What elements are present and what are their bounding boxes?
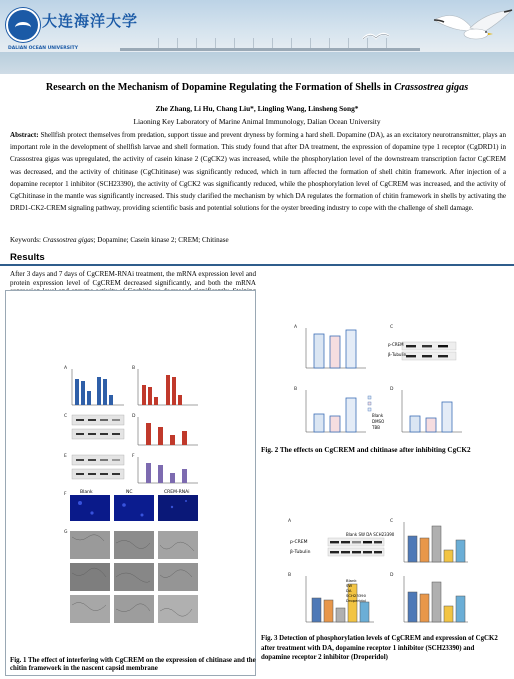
fig2-legend: Blank DMSO TBB (372, 413, 385, 430)
svg-text:E: E (64, 454, 67, 459)
svg-text:B: B (288, 573, 292, 578)
fig1-label-nc: NC (126, 490, 133, 495)
fig1-label-crem-rnai: CREM-RNAi (164, 490, 190, 495)
affiliation: Liaoning Key Laboratory of Marine Animal Immunology, Dalian Ocean University (133, 117, 381, 126)
header-banner (0, 0, 514, 74)
seagull-icon (430, 6, 514, 54)
svg-text:B: B (294, 387, 298, 392)
svg-text:A: A (294, 325, 298, 330)
svg-text:C: C (390, 519, 394, 524)
section-divider (0, 264, 514, 266)
keywords: Keywords: Crassostrea gigas; Dopamine; Casein kinase 2; CREM; Chitinase (10, 236, 229, 244)
svg-text:B: B (132, 366, 136, 371)
logo-chinese-name: 大连海洋大学 (42, 12, 139, 30)
university-logo (6, 4, 139, 60)
abstract-label: Abstract: (10, 131, 39, 139)
svg-text:A: A (288, 519, 292, 524)
figure-2-panel (258, 268, 509, 460)
seagull-small-icon (362, 30, 390, 44)
svg-text:D: D (390, 387, 394, 392)
results-text-col1: After 3 days and 7 days of CgCREM-RNAi treatment, the mRNA expression level and protein expression level of CgCREM decreased significantly, and both the mRNA (10, 270, 256, 287)
figure-1 (62, 365, 202, 655)
svg-text:G: G (64, 530, 68, 535)
figure-1-panel (5, 290, 256, 676)
author-list: Zhe Zhang, Li Hu, Chang Liu*, Lingling Wang, Linsheng Song* (155, 104, 359, 113)
svg-text:D: D (390, 573, 394, 578)
poster-title: Research on the Mechanism of Dopamine Regulating the Formation of Shells in Crassostrea gigas (45, 82, 469, 93)
svg-text:F: F (64, 492, 67, 497)
svg-text:C: C (64, 414, 68, 419)
fig2-blot-labels: p-CREM β-Tubulin (388, 342, 407, 357)
figure-3-caption: Fig. 3 Detection of phosphorylation levels of CgCREM and expression of CgCK2 after treatment with DA, dopamine receptor 1 inhibitor (SCH23390) and dopamine receptor 2 inhibitor (Droperidol) (261, 635, 498, 661)
svg-text:F: F (132, 454, 135, 459)
university-emblem-icon (6, 8, 40, 42)
fig1-panel-a-label: A (64, 366, 68, 371)
fig3-lane-labels: Blank SW DA SCH23390 (346, 532, 395, 537)
bridge-deck (120, 48, 420, 51)
fig3-blot-labels: p-CREM β-Tubulin (290, 540, 311, 555)
abstract-body: Shellfish protect themselves from predation, support tissue and prevent dryness by forming a hard shell. Dopamine (DA), as an excitatory neurotransmitter, plays an important role in the development of shellfish larvae and shell formation. This study found that after DA treatment, the expression of dopamine type 1 receptor (CgDRD1) in Crassostrea gigas was upregulated, the activity of casein kinase 2 (CgCK2) was increased, while the phosphorylation level of the downstream transcription factor CgCREM was decreased, and the activity of chitinase (CgChitinase) was significantly reduced, which in turn affected the formation of shell chitin framework. After injection of a dopamine receptor 1 inhibitor (SCH23390), the activity of CgCK2 was significantly reduced, while the phosphorylation level of CgCREM was increased, and the activity of CgChitinase in the mantle was significantly increased. This study clarified the mechanism by which DA regulates the formation of chitin framework in shells by activating the DRD1-CK2-CREM signaling pathway, providing scientific basis and potential solutions for the oyster breeding industry to cope with the challenge of shell damage. (10, 131, 506, 213)
figure-1-caption: Fig. 1 The effect of interfering with CgCREM on the expression of chitinase and the chitin framework in the nascent capsid membrane (10, 657, 256, 673)
svg-text:C: C (390, 325, 394, 330)
fig3-legend: Blank SW DA SCH23390 Droperidol (346, 578, 366, 603)
abstract (10, 129, 506, 214)
svg-text:D: D (132, 414, 136, 419)
figure-2-caption: Fig. 2 The effects on CgCREM and chitinase after inhibiting CgCK2 (261, 446, 471, 454)
logo-english-name: DALIAN OCEAN UNIVERSITY (8, 46, 78, 51)
results-heading: Results (10, 252, 45, 263)
fig1-label-blank: Blank (80, 490, 93, 495)
